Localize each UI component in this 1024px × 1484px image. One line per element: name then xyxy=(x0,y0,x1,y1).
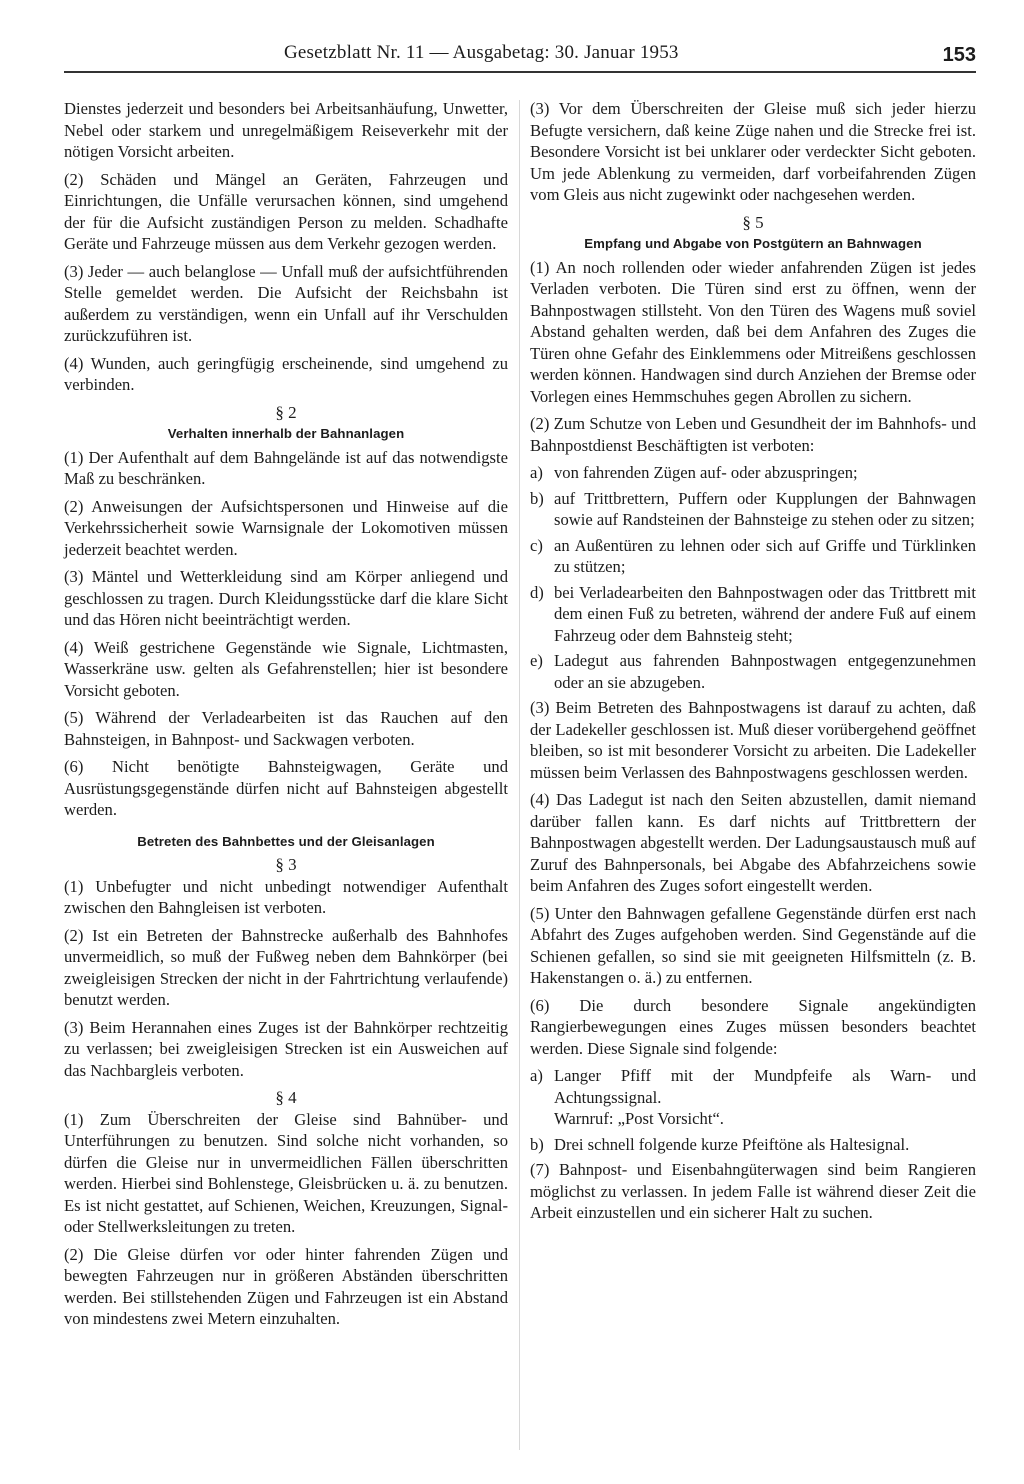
page-number: 153 xyxy=(942,44,976,66)
list-item xyxy=(530,535,976,578)
list-item xyxy=(530,650,976,693)
paragraph: (4) Weiß gestrichene Gegenstände wie Signale, Lichtmasten, Wasserkräne usw. gelten als Gefahrenstellen; hier ist besondere Vorsicht geboten. xyxy=(64,637,508,700)
list-label: c) xyxy=(530,535,543,555)
section-heading: Betreten des Bahnbettes und der Gleisanlagen xyxy=(137,833,435,849)
list-label: b) xyxy=(530,488,544,508)
list-label: a) xyxy=(530,1066,543,1085)
paragraph: (3) Jeder — auch belanglose — Unfall muß der aufsichtführenden Stelle gemeldet werden. Die Aufsicht der Reichsbahn ist außerdem zu verständigen, wenn ein Unfall auf ihr Verschulden zurückzuführen ist. xyxy=(64,261,508,345)
list-text: von fahrenden Zügen auf- oder abzuspringen; xyxy=(554,463,858,482)
header-title: Gesetzblatt Nr. 11 — Ausgabetag: 30. Januar 1953 xyxy=(284,42,679,63)
section-heading: Verhalten innerhalb der Bahnanlagen xyxy=(167,426,405,441)
list-label: e) xyxy=(530,651,543,670)
paragraph: (2) Die Gleise dürfen vor oder hinter fahrenden Zügen und bewegten Fahrzeugen nur in größeren Abständen überschritten werden. Bei stillstehenden Zügen und Fahrzeugen ist ein Abstand von mindestens zwei Metern einzuhalten. xyxy=(64,1244,508,1328)
list-text: auf Trittbrettern, Puffern oder Kupplungen der Bahnwagen sowie auf Randsteinen der Bahnsteige zu stehen oder zu sitzen; xyxy=(554,488,976,529)
list-item xyxy=(530,488,976,531)
paragraph: (7) Bahnpost- und Eisenbahngüterwagen sind beim Rangieren möglichst zu verlassen. In jedem Falle ist während dieser Zeit die Arbeit einzustellen und ein sicherer Halt zu suchen. xyxy=(530,1160,976,1222)
paragraph: Dienstes jederzeit und besonders bei Arbeitsanhäufung, Unwetter, Nebel oder starkem und unregelmäßigem Reiseverkehr mit der nötigen Vorsicht arbeiten. xyxy=(64,99,508,161)
section-heading: Empfang und Abgabe von Postgütern an Bahnwagen xyxy=(584,236,922,251)
list-label: b) xyxy=(530,1134,544,1154)
paragraph: (3) Vor dem Überschreiten der Gleise muß sich jeder hierzu Befugte versichern, daß keine Züge nahen und die Strecke frei ist. Besondere Vorsicht ist bei unklarer oder verdeckter Sicht geboten. Um jede Ablenkung zu vermeiden, darf vorbeifahrenden Zügen vom Gleis aus nicht zugewinkt oder nachgesehen werden. xyxy=(530,99,976,204)
section-number: § 4 xyxy=(275,1088,297,1107)
paragraph: (3) Mäntel und Wetterkleidung sind am Körper anliegend und geschlossen zu tragen. Durch Kleidungsstücke darf die klare Sicht und das Hören nicht beeinträchtigt werden. xyxy=(64,567,508,629)
list-item xyxy=(530,1065,976,1130)
list-label: a) xyxy=(530,463,543,482)
section-number: § 3 xyxy=(275,855,297,874)
paragraph: (2) Zum Schutze von Leben und Gesundheit der im Bahnhofs- und Bahnpostdienst Beschäftigten ist verboten: xyxy=(530,414,976,455)
paragraph: (6) Die durch besondere Signale angekündigten Rangierbewegungen eines Zuges müssen besonders beachtet werden. Diese Signale sind folgende: xyxy=(530,995,976,1058)
paragraph: (4) Wunden, auch geringfügig erscheinende, sind umgehend zu verbinden. xyxy=(64,353,508,394)
right-column xyxy=(530,98,976,1230)
list-text: Drei schnell folgende kurze Pfeiftöne als Haltesignal. xyxy=(554,1134,910,1154)
paragraph: (1) Zum Überschreiten der Gleise sind Bahnüber- und Unterführungen zu benutzen. Sind solche nicht vorhanden, so dürfen die Gleise nur in unvermeidlichen Fällen überschritten werden. Hierbei sind Bohlenstege, Gleisbrücken u. ä. zu benutzen. Es ist nicht gestattet, auf Schienen, Weichen, Kreuzungen, Signal- oder Stellwerksleitungen zu treten. xyxy=(64,1109,508,1236)
list-label: d) xyxy=(530,582,544,602)
paragraph: (3) Beim Herannahen eines Zuges ist der Bahnkörper rechtzeitig zu verlassen; bei zweigleisigen Strecken ist ein Ausweichen auf das Nachbargleis verboten. xyxy=(64,1017,508,1080)
list-item xyxy=(530,1134,976,1156)
list-item xyxy=(530,462,976,484)
paragraph: (2) Schäden und Mängel an Geräten, Fahrzeugen und Einrichtungen, die Unfälle verursachen können, sind umgehend der für die Aufsicht zuständigen Person zu melden. Schadhafte Geräte und Fahrzeuge müssen aus dem Verkehr gezogen werden. xyxy=(64,169,508,253)
signal-warning-call: Warnruf: „Post Vorsicht“. xyxy=(554,1109,724,1128)
list-text: Ladegut aus fahrenden Bahnpostwagen entgegenzunehmen oder an sie abzugeben. xyxy=(554,651,976,692)
paragraph: (2) Anweisungen der Aufsichtspersonen und Hinweise auf die Verkehrssicherheit sowie Warnsignale der Lokomotiven müssen jederzeit beachtet werden. xyxy=(64,496,508,559)
paragraph: (1) Unbefugter und nicht unbedingt notwendiger Aufenthalt zwischen den Bahngleisen ist verboten. xyxy=(64,876,508,917)
left-column xyxy=(64,98,508,1336)
paragraph: (5) Unter den Bahnwagen gefallene Gegenstände dürfen erst nach Abfahrt des Zuges aufgehoben werden. Sind Gegenstände auf die Schienen gefallen, so sind sie mit geeigneten Hilfsmitteln (z. B. Hakenstangen o. ä.) zu entfernen. xyxy=(530,903,976,987)
column-divider xyxy=(519,100,520,1450)
list-item xyxy=(530,582,976,647)
list-text: an Außentüren zu lehnen oder sich auf Griffe und Türklinken zu stützen; xyxy=(554,535,976,576)
section-number: § 5 xyxy=(742,212,764,232)
paragraph: (4) Das Ladegut ist nach den Seiten abzustellen, damit niemand darüber fallen kann. Es darf nichts auf Trittbrettern der Bahnpostwagen abgestellt werden. Der Ladungsaustausch muß auf Zuruf des Bahnpersonals, bei Abgabe des Abfahrzeichens sowie beim Anfahren des Zuges sofort eingestellt werden. xyxy=(530,790,976,895)
list-text: bei Verladearbeiten den Bahnpostwagen oder das Trittbrett mit dem einen Fuß zu betreten, während der andere Fuß auf einem Fahrzeug oder dem Bahnsteig steht; xyxy=(554,582,976,645)
paragraph: (6) Nicht benötigte Bahnsteigwagen, Geräte und Ausrüstungsgegenstände dürfen nicht auf Bahnsteigen abgestellt werden. xyxy=(64,757,508,819)
paragraph: (5) Während der Verladearbeiten ist das Rauchen auf den Bahnsteigen, in Bahnpost- und Sackwagen verboten. xyxy=(64,708,508,749)
signal-description: Langer Pfiff mit der Mundpfeife als Warn- und Achtungssignal. xyxy=(554,1066,976,1107)
list-text xyxy=(554,1065,976,1130)
section-number: § 2 xyxy=(275,402,297,422)
paragraph: (3) Beim Betreten des Bahnpostwagens ist darauf zu achten, daß der Ladekeller geschlossen ist. Muß dieser vorübergehend geöffnet bleiben, so ist mit besonderer Vorsicht zu arbeiten. Die Ladekeller müssen beim Verlassen des Bahnpostwagens geschlossen werden. xyxy=(530,698,976,782)
paragraph: (1) Der Aufenthalt auf dem Bahngelände ist auf das notwendigste Maß zu beschränken. xyxy=(64,447,508,488)
prohibition-list xyxy=(530,462,976,693)
page-header xyxy=(64,42,976,76)
signal-list xyxy=(530,1065,976,1155)
paragraph: (2) Ist ein Betreten der Bahnstrecke außerhalb des Bahnhofes unvermeidlich, so muß der Fußweg neben dem Bahnkörper (bei zweigleisigen Strecken der nicht in der Fahrtrichtung verlaufende) benutzt werden. xyxy=(64,925,508,1009)
paragraph: (1) An noch rollenden oder wieder anfahrenden Zügen ist jedes Verladen verboten. Die Türen sind erst zu öffnen, wenn der Bahnpostwagen stillsteht. Von den Türen des Wagens muß soviel Abstand gehalten werden, daß bei dem Anfahren des Zuges die Türen ohne Gefahr des Einklemmens oder Mitreißens geschlossen werden können. Handwagen sind durch Anziehen der Bremse oder Vorlegen eines Hemmschuhes gegen Abrollen zu sichern. xyxy=(530,257,976,406)
header-rule xyxy=(64,71,976,73)
